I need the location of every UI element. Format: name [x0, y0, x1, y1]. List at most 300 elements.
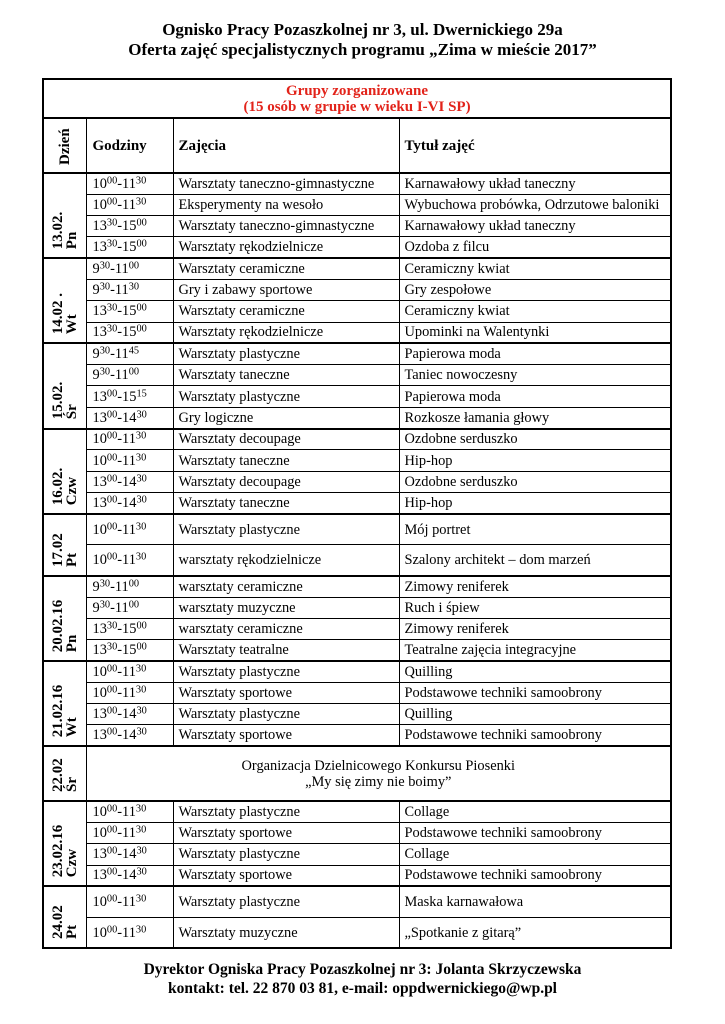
column-header-hours: Godziny: [86, 118, 173, 173]
activity-cell: Warsztaty sportowe: [173, 865, 399, 886]
day-label: [44, 577, 86, 660]
time-cell: [86, 279, 173, 300]
activity-cell: Eksperymenty na wesoło: [173, 194, 399, 215]
time-end-minutes: 15: [136, 387, 147, 399]
time-end-minutes: 00: [128, 577, 140, 589]
schedule-row: [43, 258, 671, 279]
time-end-hour: 11: [122, 684, 136, 701]
time-start-minutes: 00: [106, 494, 118, 506]
time-start-hour: 10: [92, 684, 107, 701]
time-separator: -: [110, 578, 115, 595]
time-start-hour: 10: [92, 663, 107, 680]
time-end-minutes: 00: [136, 302, 147, 314]
time-start-minutes: 00: [106, 196, 118, 208]
time-end-hour: 11: [122, 894, 136, 911]
time-cell: [86, 704, 173, 725]
day-cell: [43, 429, 86, 514]
time-end-hour: 15: [122, 239, 137, 256]
activity-cell: Warsztaty taneczne: [173, 492, 399, 513]
day-label-text: [51, 467, 79, 505]
schedule-row: [43, 725, 671, 746]
activity-cell: Warsztaty taneczne: [173, 365, 399, 386]
time-separator: -: [117, 521, 123, 538]
time-start-minutes: 30: [106, 620, 118, 632]
title-cell: Collage: [399, 801, 671, 822]
time-start-minutes: 00: [106, 803, 118, 815]
time-separator: -: [117, 620, 123, 637]
time-start-hour: 10: [92, 175, 107, 192]
day-weekday: Wt: [63, 717, 80, 738]
time-start-hour: 13: [92, 846, 107, 863]
time-start-hour: 13: [92, 409, 107, 426]
column-header-day-label: Dzień: [56, 128, 73, 165]
event-subtitle: „My się zimy nie boimy”: [305, 773, 452, 790]
day-weekday: Pt: [63, 552, 80, 567]
day-label-text: [51, 382, 79, 420]
schedule-row: [43, 237, 671, 258]
time-end-hour: 11: [122, 924, 136, 941]
time-end-minutes: 30: [135, 803, 147, 815]
activity-cell: Warsztaty plastyczne: [173, 704, 399, 725]
title-cell: Teatralne zajęcia integracyjne: [399, 640, 671, 661]
time-separator: -: [117, 552, 123, 568]
time-separator: -: [117, 846, 123, 863]
group-header-cell: [43, 79, 671, 118]
activity-cell: warsztaty muzyczne: [173, 597, 399, 618]
activity-cell: Warsztaty muzyczne: [173, 917, 399, 948]
time-start-minutes: 00: [106, 866, 118, 878]
time-separator: -: [117, 196, 123, 213]
schedule-row: [43, 682, 671, 703]
schedule-row: [43, 471, 671, 492]
schedule-row: [43, 194, 671, 215]
day-cell: [43, 343, 86, 428]
title-cell: Zimowy reniferek: [399, 618, 671, 639]
day-weekday: Pn: [63, 231, 80, 250]
time-cell: [86, 365, 173, 386]
time-start-hour: 13: [92, 620, 107, 637]
time-separator: -: [117, 727, 123, 744]
time-start-hour: 10: [92, 521, 107, 538]
time-start-minutes: 30: [99, 281, 111, 293]
time-start-minutes: 00: [106, 520, 118, 532]
time-cell: [86, 429, 173, 450]
time-start-hour: 9: [92, 599, 100, 616]
time-start-minutes: 30: [106, 323, 118, 335]
time-start-hour: 13: [92, 324, 107, 341]
time-end-hour: 11: [114, 261, 129, 278]
day-date: 24.02: [49, 905, 66, 940]
time-start-minutes: 30: [99, 599, 111, 611]
day-label-text: [51, 533, 79, 567]
activity-cell: Warsztaty taneczne: [173, 450, 399, 471]
schedule-row: [43, 576, 671, 597]
activity-cell: Warsztaty decoupage: [173, 471, 399, 492]
time-end-minutes: 00: [128, 366, 140, 378]
activity-cell: Warsztaty plastyczne: [173, 661, 399, 682]
time-end-hour: 11: [114, 367, 129, 384]
schedule-row: [43, 216, 671, 237]
time-separator: -: [117, 452, 123, 469]
time-cell: [86, 801, 173, 822]
time-cell: [86, 865, 173, 886]
activity-cell: warsztaty ceramiczne: [173, 576, 399, 597]
time-cell: [86, 237, 173, 258]
time-start-minutes: 00: [106, 824, 118, 836]
day-weekday: Pn: [63, 634, 80, 652]
time-cell: [86, 822, 173, 843]
time-start-minutes: 30: [99, 260, 111, 272]
time-start-hour: 13: [92, 494, 107, 511]
time-end-minutes: 00: [128, 260, 140, 272]
time-end-hour: 15: [122, 218, 137, 235]
time-start-minutes: 00: [106, 684, 118, 696]
time-cell: [86, 917, 173, 948]
time-separator: -: [117, 825, 123, 842]
title-cell: Papierowa moda: [399, 343, 671, 364]
time-end-minutes: 30: [135, 430, 147, 442]
column-header-day-text: [58, 128, 72, 165]
time-end-hour: 11: [122, 175, 136, 192]
time-end-hour: 11: [122, 825, 136, 842]
time-end-hour: 15: [122, 620, 137, 637]
time-cell: [86, 343, 173, 364]
title-cell: Gry zespołowe: [399, 279, 671, 300]
day-label: [44, 802, 86, 885]
time-end-minutes: 30: [135, 893, 147, 905]
time-end-hour: 15: [122, 324, 137, 341]
time-start-hour: 9: [92, 282, 100, 299]
time-start-hour: 9: [92, 367, 100, 384]
day-cell: [43, 258, 86, 343]
time-end-minutes: 30: [135, 551, 147, 563]
time-separator: -: [117, 804, 123, 821]
time-start-hour: 13: [92, 727, 107, 744]
schedule-row: [43, 173, 671, 194]
day-cell: [43, 173, 86, 258]
column-header-activity: Zajęcia: [173, 118, 399, 173]
time-end-hour: 14: [122, 473, 137, 490]
time-end-minutes: 30: [136, 866, 147, 878]
day-date: 16.02.: [49, 467, 66, 505]
time-start-minutes: 00: [106, 451, 118, 463]
day-label: [44, 174, 86, 257]
title-cell: Szalony architekt – dom marzeń: [399, 545, 671, 576]
time-cell: [86, 386, 173, 407]
time-cell: [86, 886, 173, 917]
day-label: [44, 344, 86, 427]
time-start-hour: 10: [92, 804, 107, 821]
document-title-line-1: Ognisko Pracy Pozaszkolnej nr 3, ul. Dwernickiego 29a: [162, 20, 563, 39]
time-cell: [86, 450, 173, 471]
time-end-hour: 11: [114, 599, 129, 616]
schedule-row: [43, 386, 671, 407]
title-cell: Karnawałowy układ taneczny: [399, 216, 671, 237]
time-end-minutes: 00: [136, 323, 147, 335]
time-end-hour: 11: [122, 552, 136, 568]
activity-cell: Warsztaty plastyczne: [173, 514, 399, 545]
time-end-hour: 14: [122, 706, 137, 723]
time-end-hour: 14: [122, 846, 137, 863]
time-start-minutes: 30: [106, 217, 118, 229]
time-end-minutes: 30: [135, 824, 147, 836]
time-end-minutes: 30: [136, 705, 147, 717]
time-end-hour: 11: [114, 346, 129, 363]
day-weekday: Pt: [63, 925, 80, 940]
time-end-minutes: 00: [136, 620, 147, 632]
day-label: [44, 747, 86, 800]
activity-cell: Warsztaty sportowe: [173, 682, 399, 703]
activity-cell: Warsztaty plastyczne: [173, 886, 399, 917]
time-start-hour: 10: [92, 552, 107, 568]
title-cell: Zimowy reniferek: [399, 576, 671, 597]
day-cell: [43, 576, 86, 661]
time-start-minutes: 00: [106, 845, 118, 857]
activity-cell: Warsztaty sportowe: [173, 822, 399, 843]
title-cell: Ceramiczny kwiat: [399, 258, 671, 279]
schedule-row: [43, 492, 671, 513]
day-cell: [43, 514, 86, 576]
time-start-minutes: 00: [106, 551, 118, 563]
time-start-minutes: 00: [106, 923, 118, 935]
time-cell: [86, 173, 173, 194]
time-start-minutes: 30: [106, 302, 118, 314]
time-separator: -: [117, 706, 123, 723]
activity-cell: Warsztaty decoupage: [173, 429, 399, 450]
day-label-text: [51, 758, 79, 792]
schedule-row: [43, 301, 671, 322]
activity-cell: Warsztaty taneczno-gimnastyczne: [173, 173, 399, 194]
activity-cell: Warsztaty rękodzielnicze: [173, 322, 399, 343]
title-cell: Taniec nowoczesny: [399, 365, 671, 386]
time-end-hour: 14: [122, 727, 137, 744]
schedule-row: [43, 822, 671, 843]
time-cell: [86, 492, 173, 513]
activity-cell: Warsztaty plastyczne: [173, 844, 399, 865]
activity-cell: Gry i zabawy sportowe: [173, 279, 399, 300]
schedule-row: [43, 618, 671, 639]
activity-cell: Warsztaty plastyczne: [173, 386, 399, 407]
time-cell: [86, 407, 173, 428]
title-cell: Ozdobne serduszko: [399, 429, 671, 450]
time-separator: -: [117, 663, 123, 680]
activity-cell: Warsztaty rękodzielnicze: [173, 237, 399, 258]
day-date: 15.02.: [49, 382, 66, 420]
day-label: [44, 259, 86, 342]
time-start-minutes: 00: [106, 430, 118, 442]
time-cell: [86, 258, 173, 279]
day-label: [44, 887, 86, 947]
title-cell: Maska karnawałowa: [399, 886, 671, 917]
time-end-minutes: 00: [136, 641, 147, 653]
document-footer: [0, 960, 725, 998]
time-end-minutes: 00: [136, 217, 147, 229]
title-cell: Wybuchowa probówka, Odrzutowe baloniki: [399, 194, 671, 215]
time-cell: [86, 216, 173, 237]
time-end-hour: 14: [122, 409, 137, 426]
schedule-row: [43, 865, 671, 886]
time-separator: -: [117, 894, 123, 911]
time-separator: -: [110, 346, 115, 363]
time-end-hour: 11: [122, 196, 136, 213]
time-separator: -: [117, 239, 123, 256]
schedule-row: [43, 661, 671, 682]
time-cell: [86, 618, 173, 639]
activity-cell: Warsztaty taneczno-gimnastyczne: [173, 216, 399, 237]
day-label-text: [51, 212, 79, 250]
time-cell: [86, 597, 173, 618]
day-date: 13.02.: [49, 211, 66, 250]
time-cell: [86, 545, 173, 576]
time-end-hour: 11: [122, 663, 136, 680]
time-start-hour: 9: [92, 578, 100, 595]
day-date: 23.02.16: [49, 824, 66, 878]
time-start-minutes: 00: [106, 175, 118, 187]
time-end-minutes: 30: [135, 663, 147, 675]
column-header-title: Tytuł zajęć: [399, 118, 671, 173]
title-cell: Podstawowe techniki samoobrony: [399, 682, 671, 703]
day-label-text: [51, 293, 79, 334]
activity-cell: Warsztaty plastyczne: [173, 801, 399, 822]
time-start-minutes: 30: [99, 366, 111, 378]
schedule-table: [42, 78, 672, 949]
time-cell: [86, 194, 173, 215]
time-start-minutes: 00: [106, 893, 118, 905]
activity-cell: Warsztaty teatralne: [173, 640, 399, 661]
title-cell: „Spotkanie z gitarą”: [399, 917, 671, 948]
time-start-hour: 13: [92, 642, 107, 659]
activity-cell: Warsztaty ceramiczne: [173, 301, 399, 322]
title-cell: Mój portret: [399, 514, 671, 545]
title-cell: Upominki na Walentynki: [399, 322, 671, 343]
time-start-hour: 9: [92, 261, 100, 278]
time-end-hour: 15: [122, 388, 137, 405]
schedule-row: [43, 917, 671, 948]
time-separator: -: [117, 175, 123, 192]
time-end-hour: 14: [122, 867, 137, 884]
time-cell: [86, 301, 173, 322]
footer-director: Dyrektor Ogniska Pracy Pozaszkolnej nr 3: Jolanta Skrzyczewska: [143, 961, 582, 978]
time-start-hour: 9: [92, 346, 100, 363]
title-cell: Podstawowe techniki samoobrony: [399, 865, 671, 886]
time-end-hour: 14: [122, 494, 137, 511]
time-end-minutes: 00: [128, 599, 140, 611]
time-cell: [86, 661, 173, 682]
time-cell: [86, 514, 173, 545]
day-date: 14.02 .: [49, 293, 66, 335]
time-start-minutes: 00: [106, 409, 118, 420]
document-title: [0, 20, 725, 60]
schedule-row: [43, 343, 671, 364]
activity-cell: Warsztaty sportowe: [173, 725, 399, 746]
time-start-hour: 10: [92, 894, 107, 911]
schedule-row: [43, 704, 671, 725]
day-date: 20.02.16: [49, 599, 66, 652]
time-start-hour: 13: [92, 867, 107, 884]
time-end-hour: 11: [122, 804, 136, 821]
time-end-hour: 15: [122, 303, 137, 320]
time-end-minutes: 30: [135, 520, 147, 532]
column-header-day-rotated: [44, 119, 86, 172]
schedule-row: [43, 514, 671, 545]
day-date: 17.02: [49, 533, 66, 567]
time-start-hour: 10: [92, 431, 107, 448]
time-end-hour: 11: [122, 431, 136, 448]
title-cell: Ozdoba z filcu: [399, 237, 671, 258]
time-end-minutes: 30: [135, 175, 147, 187]
day-cell: [43, 886, 86, 948]
title-cell: Ozdobne serduszko: [399, 471, 671, 492]
event-cell: [86, 746, 671, 801]
activity-cell: Warsztaty ceramiczne: [173, 258, 399, 279]
time-start-minutes: 30: [106, 641, 118, 653]
time-start-minutes: 30: [106, 238, 118, 250]
day-label-text: [51, 906, 79, 940]
day-cell: [43, 801, 86, 886]
time-start-minutes: 00: [106, 726, 118, 738]
time-start-hour: 10: [92, 924, 107, 941]
title-cell: Rozkosze łamania głowy: [399, 407, 671, 428]
time-end-minutes: 30: [135, 196, 147, 208]
group-header-row: [43, 79, 671, 118]
time-start-hour: 13: [92, 473, 107, 490]
time-end-minutes: 30: [136, 494, 147, 506]
title-cell: Podstawowe techniki samoobrony: [399, 822, 671, 843]
day-label-text: [51, 599, 79, 652]
schedule-row: [43, 450, 671, 471]
schedule-row: [43, 597, 671, 618]
time-start-minutes: 30: [99, 577, 111, 589]
time-start-minutes: 00: [106, 473, 118, 485]
activity-cell: Warsztaty plastyczne: [173, 343, 399, 364]
time-end-hour: 15: [122, 642, 137, 659]
title-cell: Ruch i śpiew: [399, 597, 671, 618]
time-end-hour: 11: [114, 282, 129, 299]
schedule-row: [43, 844, 671, 865]
time-end-minutes: 30: [136, 845, 147, 857]
activity-cell: warsztaty ceramiczne: [173, 618, 399, 639]
time-start-hour: 13: [92, 303, 107, 320]
schedule-row: [43, 801, 671, 822]
title-cell: Collage: [399, 844, 671, 865]
title-cell: Podstawowe techniki samoobrony: [399, 725, 671, 746]
time-cell: [86, 844, 173, 865]
title-cell: Quilling: [399, 704, 671, 725]
time-separator: -: [117, 409, 123, 426]
schedule-row: [43, 322, 671, 343]
column-header-row: [43, 118, 671, 173]
title-cell: Hip-hop: [399, 450, 671, 471]
time-end-minutes: 30: [136, 726, 147, 738]
time-separator: -: [117, 303, 123, 320]
schedule-row: [43, 545, 671, 576]
day-cell: [43, 661, 86, 746]
time-separator: -: [117, 924, 123, 941]
column-header-day: [43, 118, 86, 173]
title-cell: Karnawałowy układ taneczny: [399, 173, 671, 194]
time-end-minutes: 30: [136, 473, 147, 485]
day-weekday: Czw: [63, 476, 80, 505]
schedule-row: [43, 279, 671, 300]
time-end-minutes: 30: [135, 451, 147, 463]
day-date: 22.02: [49, 758, 66, 793]
time-end-hour: 11: [114, 578, 129, 595]
time-separator: -: [110, 261, 115, 278]
time-separator: -: [117, 684, 123, 701]
group-title: Grupy zorganizowane: [285, 82, 429, 99]
event-row: [43, 746, 671, 801]
time-end-minutes: 30: [135, 684, 147, 696]
